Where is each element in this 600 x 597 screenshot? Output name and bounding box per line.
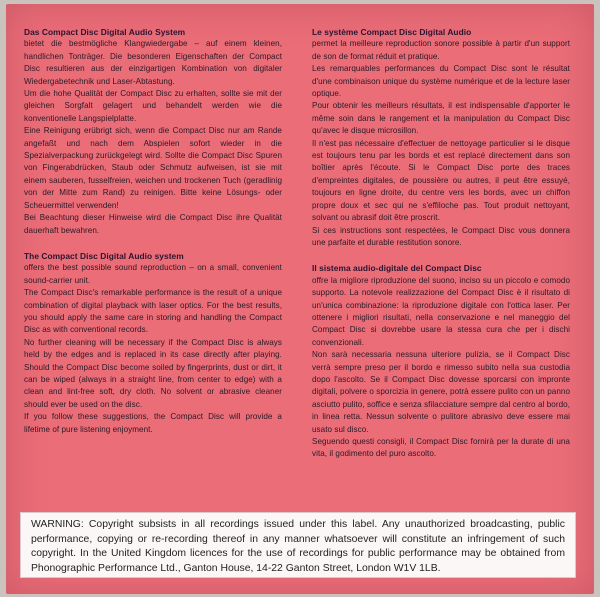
english-paragraph: The Compact Disc's remarkable performance is the result of a unique combination of digital playback with laser optics. For the best results, you should apply the same care in storing and handling the Compact Disc as with conventional records. [24, 288, 282, 335]
english-section [24, 250, 282, 436]
french-title: Le système Compact Disc Digital Audio [312, 27, 472, 37]
french-paragraph: Il n'est pas nécessaire d'effectuer de nettoyage particulier si le disque est toujours tenu par les bords et est replacé directement dans son boîtier après l'écoute. Si le Compact Disc porte des traces d'empreintes digitales, de poussière ou autres, il peut être essuyé, toujours en ligne droite, du centre vers les bords, avec un chiffon propre doux et sec qui ne s'effiloche pas. Tout produit nettoyant, solvant ou abrasif doit être proscrit. [312, 138, 570, 223]
french-section [312, 26, 570, 249]
right-column [312, 26, 570, 474]
booklet-page [6, 4, 594, 594]
italian-section [312, 262, 570, 461]
german-title: Das Compact Disc Digital Audio System [24, 27, 186, 37]
italian-paragraph: offre la migliore riproduzione del suono, inciso su un piccolo e comodo supporto. La notevole realizzazione del Compact Disc è il risultato di un'unica combinazione: la riproduzione digitale con l'ottica laser. Per ottenere i migliori risultati, nella conservazione e nel maneggio del Compact Disc si dovrebbe usare la stessa cura che per i dischi convenzionali. [312, 275, 570, 347]
copyright-warning-box [20, 512, 576, 578]
left-column [24, 26, 282, 449]
french-paragraph: Les remarquables performances du Compact Disc sont le résultat d'une combinaison unique du système numérique et de la lecture laser optique. [312, 64, 570, 99]
german-paragraph: Um die hohe Qualität der Compact Disc zu erhalten, sollte sie mit der gleichen Sorgfalt gelagert und behandelt werden wie die konventionelle Langspielplatte. [24, 89, 282, 123]
italian-title: Il sistema audio-digitale del Compact Disc [312, 263, 482, 274]
german-paragraph: Bei Beachtung dieser Hinweise wird die Compact Disc ihre Qualität dauerhaft bewahren. [24, 213, 282, 235]
copyright-warning-text: WARNING: Copyright subsists in all recordings issued under this label. Any unauthorized broadcasting, public performance, copying or re-recording thereof in any manner whatsoever will constitute an infringement of such copyright. In the United Kingdom licences for the use of recordings for public performance may be obtained from Phonographic Performance Ltd., Ganton House, 14-22 Ganton Street, London W1V 1LB. [31, 519, 565, 574]
english-paragraph: offers the best possible sound reproduction – on a small, convenient sound-carrier unit. [24, 263, 282, 285]
english-paragraph: No further cleaning will be necessary if the Compact Disc is always held by the edges and is replaced in its case directly after playing. Should the Compact Disc become soiled by fingerprints, dust or dirt, it can be wiped (always in a straight line, from center to edge) with a clean and lint-free soft, dry cloth. No solvent or abrasive cleaner should ever be used on the disc. [24, 337, 282, 409]
english-title: The Compact Disc Digital Audio system [24, 250, 184, 261]
french-paragraph: permet la meilleure reproduction sonore possible à partir d'un support de son de format réduit et pratique. [312, 39, 570, 61]
german-paragraph: bietet die bestmögliche Klangwiedergabe – auf einem kleinen, handlichen Tonträger. Die besonderen Eigenschaften der Compact Disc resultieren aus der einzigartigen Kombination von digitaler Wiedergabetechnik und Laser-Abtastung. [24, 39, 282, 86]
french-paragraph: Si ces instructions sont respectées, le Compact Disc vous donnera une parfaite et durable restitution sonore. [312, 225, 570, 247]
german-section [24, 26, 282, 237]
italian-paragraph: Seguendo questi consigli, il Compact Disc fornirà per la durate di una vita, il godimento del puro ascolto. [312, 437, 570, 459]
italian-paragraph: Non sarà necessaria nessuna ulteriore pulizia, se il Compact Disc verrà sempre preso per il bordo e rimesso subito nella sua custodia dopo l'ascolto. Se il Compact Disc dovesse sporcarsi con impronte digitali, polvere o sporcizia in genere, potrà essere pulito con un panno asciutto pulito, soffice e senza sfilacciature sempre dal centro al bordo, in linea retta. Nessun solvente o pulitore abrasivo deve essere mai usato sul disco. [312, 350, 570, 434]
german-paragraph: Eine Reinigung erübrigt sich, wenn die Compact Disc nur am Rande angefaßt und nach dem Abspielen sofort wieder in die Spezialverpackung zurückgelegt wird. Sollte die Compact Disc Spuren von Fingerabdrücken, Staub oder Schmutz aufweisen, ist sie mit einem sauberen, fusselfreien, weichen und trockenen Tuch (geradlinig von der Mitte zum Rand) zu reinigen. Bitte keine Lösungs- oder Scheuermittel verwenden! [24, 126, 282, 210]
english-paragraph: If you follow these suggestions, the Compact Disc will provide a lifetime of pure listening enjoyment. [24, 412, 282, 434]
french-paragraph: Pour obtenir les meilleurs résultats, il est indispensable d'apporter le même soin dans le rangement et la manipulation du Compact Disc qu'avec le disque microsillon. [312, 101, 570, 136]
